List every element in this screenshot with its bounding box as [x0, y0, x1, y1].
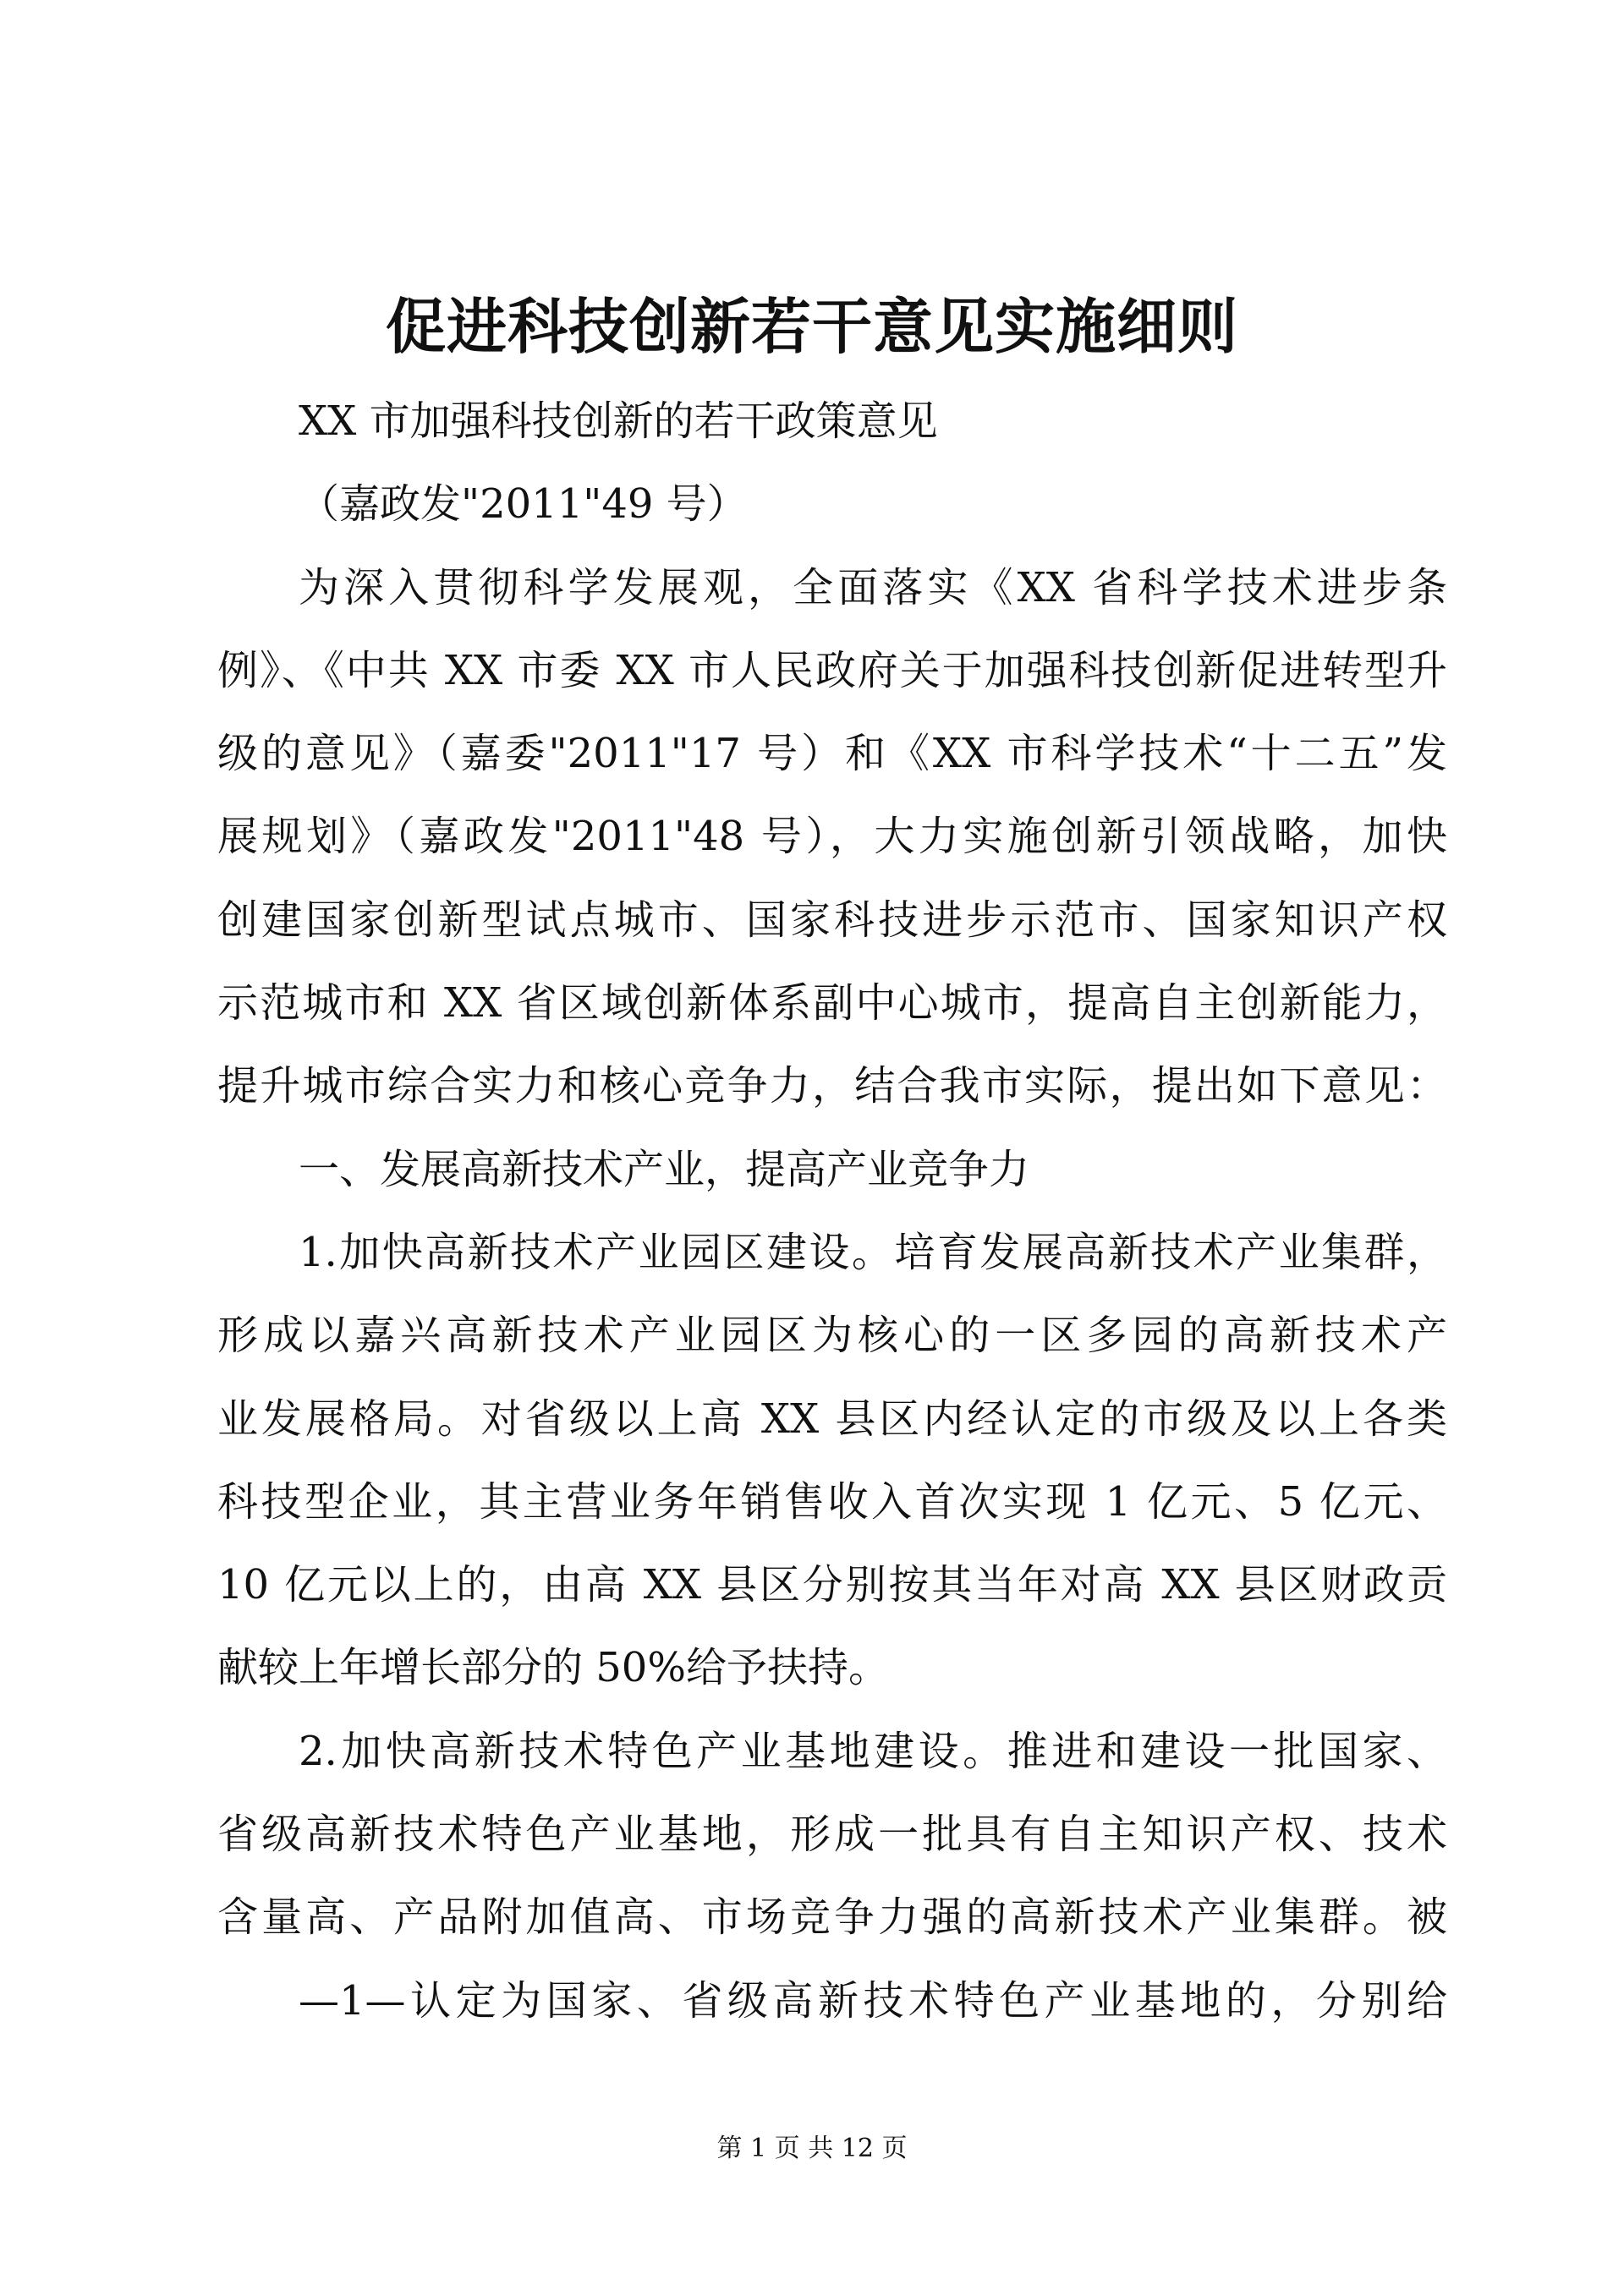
- document-body: [217, 380, 1447, 2042]
- subtitle: XX 市加强科技创新的若干政策意见: [299, 397, 938, 445]
- paragraph-line: 2.加快高新技术特色产业基地建设。推进和建设一批国家、: [299, 1727, 1447, 1775]
- page-footer: 第 1 页 共 12 页: [716, 2134, 908, 2163]
- paragraph-line: 1.加快高新技术产业园区建设。培育发展高新技术产业集群，: [299, 1228, 1447, 1276]
- paragraph-line: 级的意见》（嘉委"2011"17 号）和《XX 市科学技术“十二五”发: [217, 730, 1447, 778]
- paragraph-line: 例》、《中共 XX 市委 XX 市人民政府关于加强科技创新促进转型升: [217, 646, 1447, 694]
- paragraph-line: 展规划》（嘉政发"2011"48 号），大力实施创新引领战略，加快: [217, 813, 1447, 861]
- paragraph-line: 形成以嘉兴高新技术产业园区为核心的一区多园的高新技术产: [217, 1312, 1447, 1360]
- paragraph-line: 10 亿元以上的，由高 XX 县区分别按其当年对高 XX 县区财政贡: [217, 1561, 1447, 1609]
- document-number: （嘉政发"2011"49 号）: [299, 480, 748, 529]
- paragraph-line: 创建国家创新型试点城市、国家科技进步示范市、国家知识产权: [217, 896, 1447, 944]
- paragraph-line: 业发展格局。对省级以上高 XX 县区内经认定的市级及以上各类: [217, 1395, 1447, 1443]
- paragraph-line: 献较上年增长部分的 50%给予扶持。: [217, 1644, 889, 1692]
- paragraph-line: 省级高新技术特色产业基地，形成一批具有自主知识产权、技术: [217, 1811, 1447, 1859]
- paragraph-line: 提升城市综合实力和核心竞争力，结合我市实际，提出如下意见：: [217, 1062, 1447, 1110]
- paragraph-line: 示范城市和 XX 省区域创新体系副中心城市，提高自主创新能力，: [217, 979, 1447, 1027]
- paragraph-line: —1—认定为国家、省级高新技术特色产业基地的，分别给: [299, 1976, 1447, 2025]
- page-title: 促进科技创新若干意见实施细则: [385, 291, 1238, 362]
- paragraph-line: 科技型企业，其主营业务年销售收入首次实现 1 亿元、5 亿元、: [217, 1477, 1447, 1526]
- paragraph-line: 含量高、产品附加值高、市场竞争力强的高新技术产业集群。被: [217, 1893, 1447, 1942]
- section-heading: 一、发展高新技术产业，提高产业竞争力: [299, 1145, 1030, 1193]
- paragraph-line: 为深入贯彻科学发展观，全面落实《XX 省科学技术进步条: [299, 563, 1447, 611]
